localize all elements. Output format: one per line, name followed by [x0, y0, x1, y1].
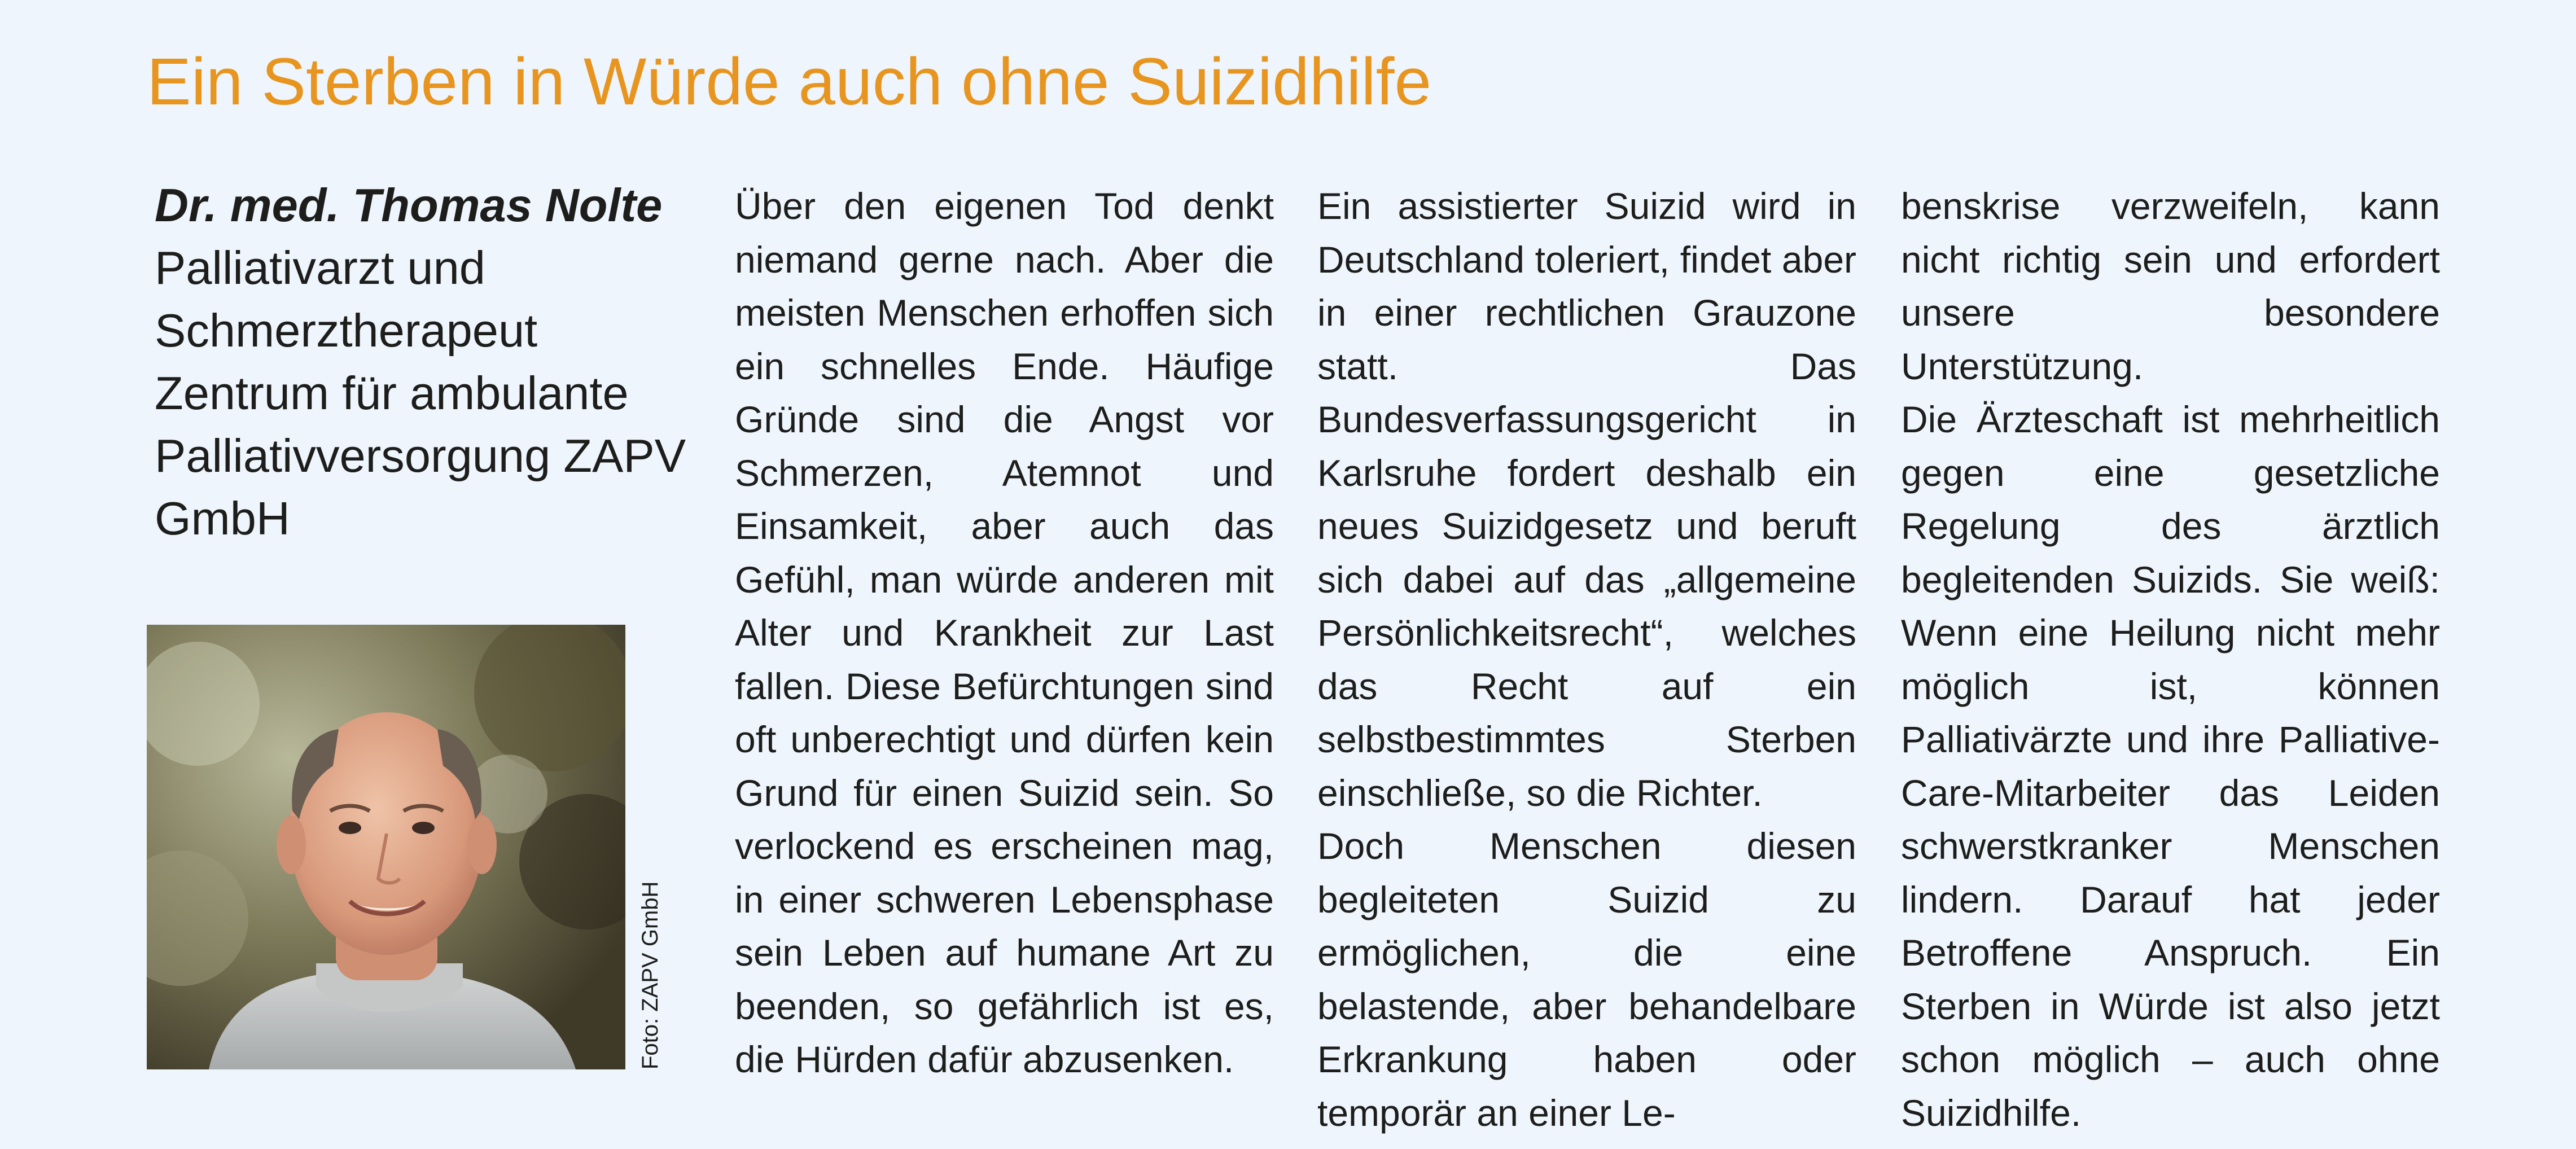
article-title: Ein Sterben in Würde auch ohne Suizidhilfe — [147, 45, 1432, 119]
text-column-2 — [1317, 179, 1856, 1139]
author-role-line: GmbH — [155, 492, 290, 545]
body-paragraph: Doch Menschen diesen begleiteten Suizid zu ermöglichen, die eine belastende, aber behandelbare Erkrankung haben oder temporär an einer Le- — [1317, 825, 1856, 1134]
body-paragraph: benskrise verzweifeln, kann nicht richtig sein und erfordert unsere besondere Unterstützung. — [1901, 185, 2440, 387]
author-role-line: Schmerztherapeut — [155, 304, 538, 357]
body-paragraph: Die Ärzteschaft ist mehrheitlich gegen eine gesetzliche Regelung des ärztlich begleitenden Suizids. Sie weiß: Wenn eine Heilung nicht mehr möglich ist, können Palliativärzte und ihre Palliative-Care-Mitarbeiter das Leiden schwerstkranker Menschen lindern. Darauf hat jeder Betroffene Anspruch. Ein Sterben in Würde ist also jetzt schon möglich – auch ohne Suizidhilfe. — [1901, 398, 2440, 1134]
text-column-3 — [1901, 179, 2440, 1139]
text-column-1 — [735, 179, 1274, 1086]
author-role-line: Zentrum für ambulante — [155, 367, 629, 419]
author-role-line: Palliativversorgung ZAPV — [155, 429, 686, 482]
author-box — [155, 174, 696, 550]
photo-credit: Foto: ZAPV GmbH — [638, 881, 663, 1069]
author-role-line: Palliativarzt und — [155, 242, 485, 294]
author-portrait-photo — [147, 625, 625, 1069]
body-paragraph: Über den eigenen Tod denkt niemand gerne nach. Aber die meisten Menschen erhoffen sich ein schnelles Ende. Häufige Gründe sind die Angst vor Schmerzen, Atemnot und Einsamkeit, aber auch das Gefühl, man würde anderen mit Alter und Krankheit zur Last fallen. Diese Befürchtungen sind oft unberechtigt und dürfen kein Grund für einen Suizid sein. So verlockend es erscheinen mag, in einer schweren Lebensphase sein Leben auf humane Art zu beenden, so gefährlich ist es, die Hürden dafür abzusenken. — [735, 185, 1274, 1080]
author-name: Dr. med. Thomas Nolte — [155, 179, 663, 231]
portrait-illustration — [147, 625, 625, 1069]
body-paragraph: Ein assistierter Suizid wird in Deutschland toleriert, findet aber in einer rechtlichen Grauzone statt. Das Bundesverfassungsgericht in Karlsruhe fordert deshalb ein neues Suizidgesetz und beruft sich dabei auf das „allgemeine Persönlichkeitsrecht“, welches das Recht auf ein selbstbestimmtes Sterben einschließe, so die Richter. — [1317, 185, 1856, 814]
